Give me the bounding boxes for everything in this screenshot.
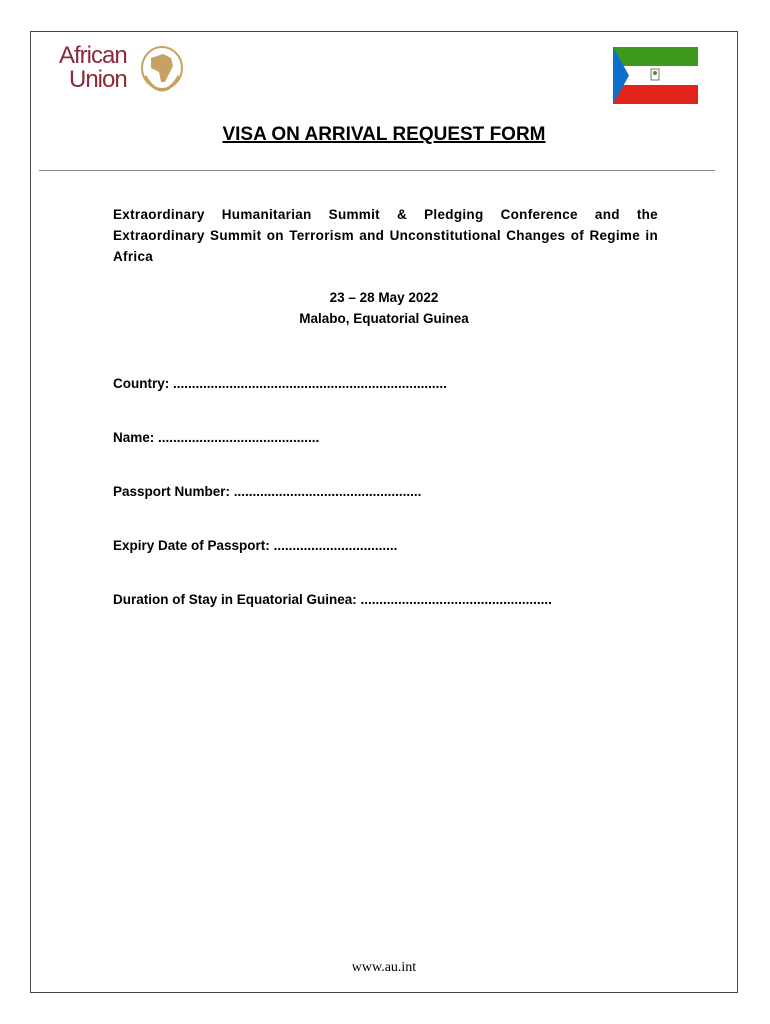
duration-of-stay-field[interactable]: Duration of Stay in Equatorial Guinea: ...................................................: [113, 592, 552, 607]
event-info: [31, 287, 737, 329]
event-location: Malabo, Equatorial Guinea: [299, 311, 469, 326]
logo-text-line: African: [59, 42, 127, 69]
form-title: VISA ON ARRIVAL REQUEST FORM: [222, 124, 546, 145]
passport-expiry-field[interactable]: Expiry Date of Passport: .................................: [113, 538, 398, 553]
logo-text-line: Union: [69, 66, 127, 93]
name-field[interactable]: Name: ...........................................: [113, 430, 320, 445]
country-field[interactable]: Country: .........................................................................: [113, 376, 447, 391]
event-description: Extraordinary Humanitarian Summit & Pledging Conference and the Extraordinary Summit on Terrorism and Unconstitutional Changes of Regime in Africa: [113, 207, 658, 264]
divider: [39, 170, 715, 171]
equatorial-guinea-flag: [613, 47, 698, 104]
passport-number-field[interactable]: Passport Number: ..................................................: [113, 484, 422, 499]
document-page: [30, 31, 738, 993]
footer-url[interactable]: www.au.int: [351, 960, 417, 975]
african-union-logo: [59, 44, 199, 104]
event-dates: 23 – 28 May 2022: [329, 290, 439, 305]
africa-emblem-icon: [139, 46, 185, 94]
